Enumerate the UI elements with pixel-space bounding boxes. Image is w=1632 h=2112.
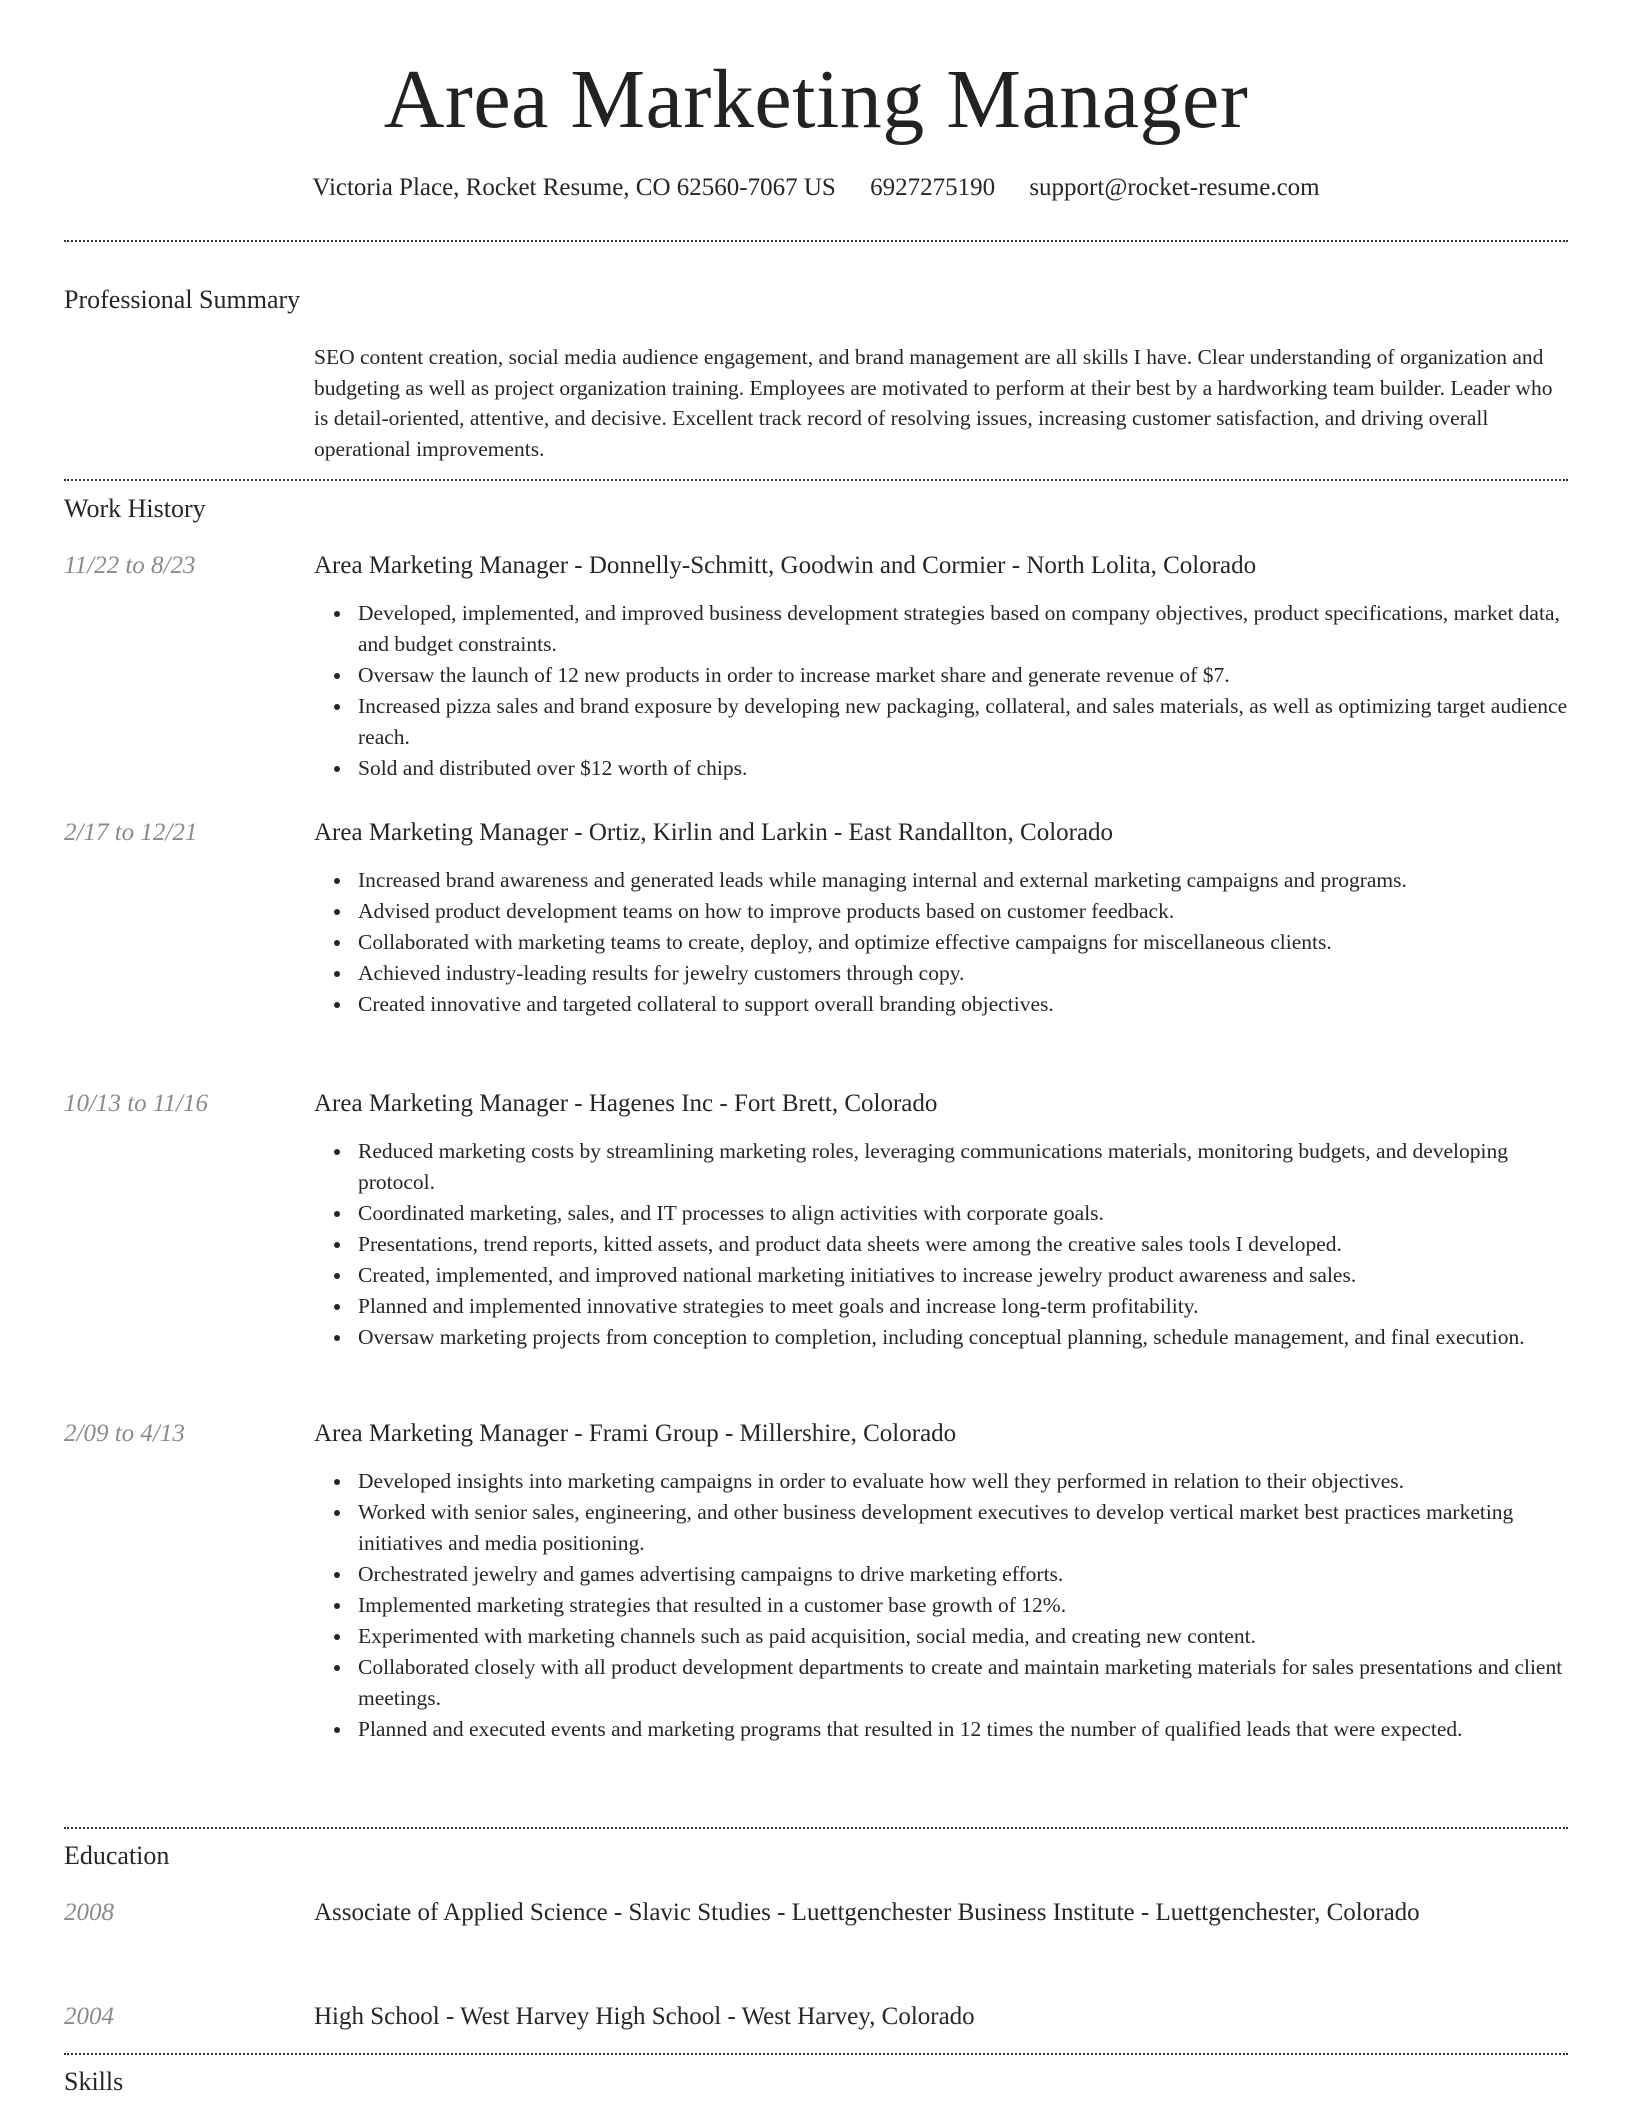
list-item: Orchestrated jewelry and games advertising campaigns to drive marketing efforts. (358, 1559, 1570, 1590)
list-item: Reduced marketing costs by streamlining marketing roles, leveraging communications materials, monitoring budgets, and developing protocol. (358, 1136, 1570, 1198)
list-item: Worked with senior sales, engineering, and other business development executives to develop vertical market best practices marketing initiatives and media positioning. (358, 1497, 1570, 1559)
education-entry: High School - West Harvey High School - West Harvey, Colorado (314, 2003, 975, 2030)
contact-line (0, 170, 1632, 206)
job-bullets (314, 865, 1570, 1020)
list-item: Collaborated closely with all product development departments to create and maintain marketing materials for sales presentations and client meetings. (358, 1652, 1570, 1714)
job-title: Area Marketing Manager - Ortiz, Kirlin and Larkin - East Randallton, Colorado (314, 819, 1114, 846)
section-divider (64, 2053, 1568, 2055)
education-year: 2004 (64, 2003, 114, 2030)
list-item: Achieved industry-leading results for jewelry customers through copy. (358, 958, 1570, 989)
list-item: Developed insights into marketing campaigns in order to evaluate how well they performed in relation to their objectives. (358, 1466, 1570, 1497)
job-dates: 2/09 to 4/13 (64, 1420, 185, 1447)
section-divider (64, 1827, 1568, 1829)
list-item: Increased pizza sales and brand exposure by developing new packaging, collateral, and sales materials, as well as optimizing target audience reach. (358, 691, 1570, 753)
contact-address: Victoria Place, Rocket Resume, CO 62560-7067 US (312, 174, 836, 201)
section-divider (64, 479, 1568, 481)
education-heading: Education (64, 1841, 170, 1870)
list-item: Implemented marketing strategies that resulted in a customer base growth of 12%. (358, 1590, 1570, 1621)
summary-heading: Professional Summary (64, 285, 301, 314)
job-bullets (314, 1466, 1570, 1745)
list-item: Presentations, trend reports, kitted assets, and product data sheets were among the creative sales tools I developed. (358, 1229, 1570, 1260)
section-divider (64, 240, 1568, 242)
job-dates: 11/22 to 8/23 (64, 552, 196, 579)
summary-text: SEO content creation, social media audience engagement, and brand management are all skills I have. Clear understanding of organization and budgeting as well as project organization training. Employees are motivated to perform at their best by a hardworking team builder. Leader who is detail-oriented, attentive, and decisive. Excellent track record of resolving issues, increasing customer satisfaction, and driving overall operational improvements. (314, 345, 1553, 461)
resume-name: Area Marketing Manager (383, 53, 1249, 146)
list-item: Oversaw the launch of 12 new products in order to increase market share and generate revenue of $7. (358, 660, 1570, 691)
list-item: Developed, implemented, and improved business development strategies based on company objectives, product specifications, market data, and budget constraints. (358, 598, 1570, 660)
job-title: Area Marketing Manager - Hagenes Inc - Fort Brett, Colorado (314, 1090, 938, 1117)
list-item: Sold and distributed over $12 worth of chips. (358, 753, 1570, 784)
education-entry: Associate of Applied Science - Slavic Studies - Luettgenchester Business Institute - Luettgenchester, Colorado (314, 1899, 1420, 1926)
list-item: Increased brand awareness and generated leads while managing internal and external marketing campaigns and programs. (358, 865, 1570, 896)
list-item: Planned and executed events and marketing programs that resulted in 12 times the number of qualified leads that were expected. (358, 1714, 1570, 1745)
job-dates: 10/13 to 11/16 (64, 1090, 208, 1117)
list-item: Advised product development teams on how to improve products based on customer feedback. (358, 896, 1570, 927)
list-item: Oversaw marketing projects from conception to completion, including conceptual planning, schedule management, and final execution. (358, 1322, 1570, 1353)
list-item: Created, implemented, and improved national marketing initiatives to increase jewelry product awareness and sales. (358, 1260, 1570, 1291)
job-title: Area Marketing Manager - Frami Group - Millershire, Colorado (314, 1420, 957, 1447)
job-dates: 2/17 to 12/21 (64, 819, 198, 846)
contact-email: support@rocket-resume.com (1029, 174, 1320, 201)
job-title: Area Marketing Manager - Donnelly-Schmitt, Goodwin and Cormier - North Lolita, Colorado (314, 552, 1257, 579)
contact-phone: 6927275190 (870, 174, 996, 201)
list-item: Coordinated marketing, sales, and IT processes to align activities with corporate goals. (358, 1198, 1570, 1229)
list-item: Experimented with marketing channels such as paid acquisition, social media, and creating new content. (358, 1621, 1570, 1652)
education-year: 2008 (64, 1899, 114, 1926)
work-history-heading: Work History (64, 494, 206, 523)
skills-heading: Skills (64, 2067, 124, 2096)
list-item: Collaborated with marketing teams to create, deploy, and optimize effective campaigns for miscellaneous clients. (358, 927, 1570, 958)
job-bullets (314, 598, 1570, 784)
list-item: Created innovative and targeted collateral to support overall branding objectives. (358, 989, 1570, 1020)
job-bullets (314, 1136, 1570, 1353)
list-item: Planned and implemented innovative strategies to meet goals and increase long-term profitability. (358, 1291, 1570, 1322)
